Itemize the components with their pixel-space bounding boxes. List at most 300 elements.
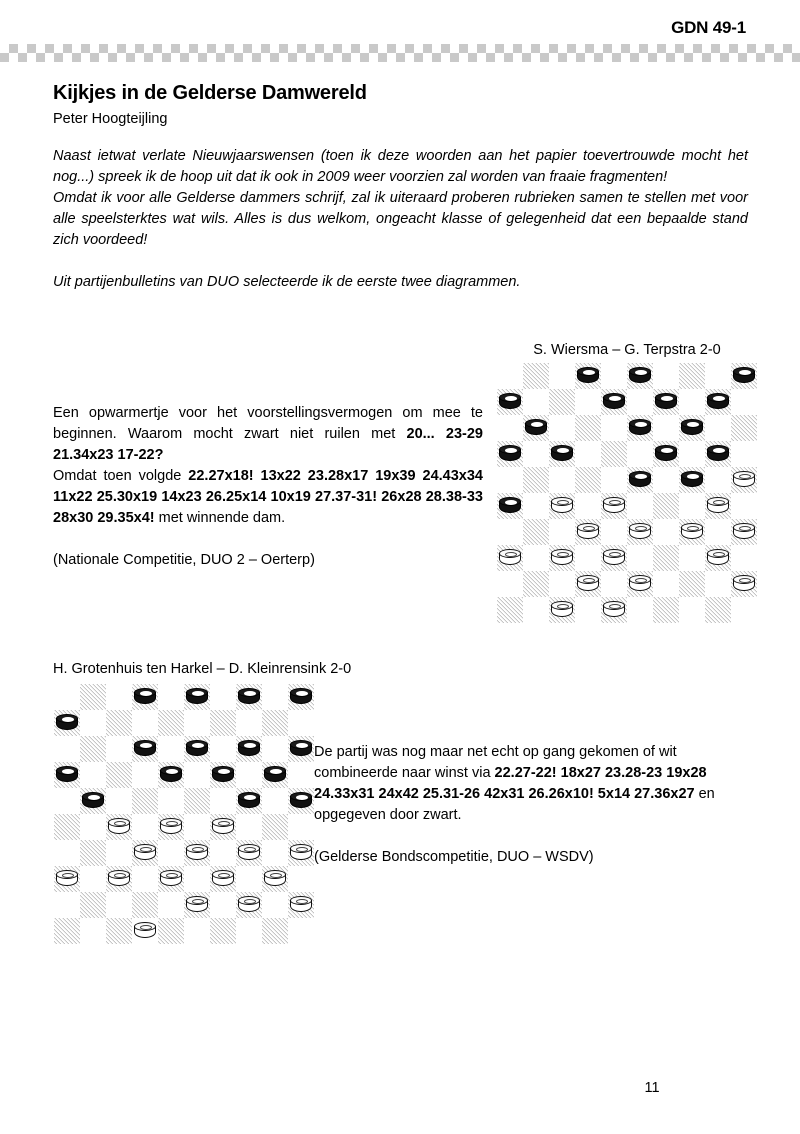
piece-highlight bbox=[687, 526, 699, 531]
piece-highlight bbox=[62, 873, 74, 878]
white-piece bbox=[212, 870, 234, 888]
page-header bbox=[0, 0, 800, 70]
piece-top bbox=[108, 870, 130, 879]
board-square-dark bbox=[184, 840, 210, 866]
analysis-2-plain-b: en opgegeven door zwart. bbox=[314, 786, 715, 823]
piece-top bbox=[290, 844, 312, 853]
piece-highlight bbox=[192, 899, 204, 904]
board-square-dark bbox=[497, 441, 523, 467]
piece-top bbox=[655, 393, 677, 402]
board-square-light bbox=[210, 840, 236, 866]
intro-text-block bbox=[53, 146, 748, 293]
diagram-2-analysis-line-1 bbox=[314, 742, 748, 826]
board-square-dark bbox=[705, 441, 731, 467]
piece-highlight bbox=[661, 396, 673, 401]
piece-highlight bbox=[296, 691, 308, 696]
board-square-dark bbox=[705, 597, 731, 623]
black-piece bbox=[290, 688, 312, 706]
board-square-dark bbox=[575, 467, 601, 493]
board-square-light bbox=[106, 788, 132, 814]
piece-top bbox=[707, 445, 729, 454]
board-square-dark bbox=[523, 519, 549, 545]
board-square-light bbox=[80, 866, 106, 892]
board-square-light bbox=[575, 493, 601, 519]
board-square-light bbox=[158, 840, 184, 866]
piece-highlight bbox=[296, 847, 308, 852]
board-square-light bbox=[184, 918, 210, 944]
piece-top bbox=[733, 367, 755, 376]
board-square-light bbox=[80, 710, 106, 736]
board-square-light bbox=[705, 415, 731, 441]
piece-top bbox=[603, 393, 625, 402]
piece-top bbox=[629, 419, 651, 428]
white-piece bbox=[733, 523, 755, 541]
board-square-light bbox=[679, 493, 705, 519]
board-square-dark bbox=[236, 788, 262, 814]
piece-highlight bbox=[557, 604, 569, 609]
board-square-dark bbox=[80, 840, 106, 866]
board-square-dark bbox=[679, 363, 705, 389]
piece-highlight bbox=[192, 691, 204, 696]
board-square-light bbox=[549, 363, 575, 389]
board-square-light bbox=[80, 918, 106, 944]
piece-top bbox=[733, 575, 755, 584]
piece-top bbox=[603, 549, 625, 558]
piece-top bbox=[264, 870, 286, 879]
board-square-dark bbox=[210, 762, 236, 788]
board-square-light bbox=[80, 762, 106, 788]
diagram-2-analysis bbox=[314, 742, 748, 868]
board-square-dark bbox=[523, 363, 549, 389]
board-square-light bbox=[54, 892, 80, 918]
board-square-light bbox=[653, 415, 679, 441]
black-piece bbox=[238, 740, 260, 758]
piece-highlight bbox=[557, 552, 569, 557]
board-square-dark bbox=[262, 918, 288, 944]
board-square-light bbox=[575, 597, 601, 623]
board-square-dark bbox=[497, 389, 523, 415]
board-square-dark bbox=[132, 840, 158, 866]
board-square-light bbox=[679, 441, 705, 467]
piece-highlight bbox=[166, 873, 178, 878]
piece-top bbox=[290, 896, 312, 905]
issue-label: GDN 49-1 bbox=[671, 18, 746, 37]
draughts-board-1-grid bbox=[497, 363, 757, 623]
board-square-dark bbox=[549, 493, 575, 519]
board-square-light bbox=[288, 866, 314, 892]
piece-highlight bbox=[687, 422, 699, 427]
board-square-light bbox=[54, 840, 80, 866]
board-square-light bbox=[288, 762, 314, 788]
board-square-dark bbox=[288, 892, 314, 918]
board-square-dark bbox=[601, 597, 627, 623]
piece-highlight bbox=[270, 769, 282, 774]
board-square-light bbox=[262, 736, 288, 762]
board-square-light bbox=[627, 597, 653, 623]
piece-highlight bbox=[687, 474, 699, 479]
piece-highlight bbox=[635, 526, 647, 531]
board-square-light bbox=[54, 736, 80, 762]
board-square-dark bbox=[184, 892, 210, 918]
piece-top bbox=[707, 393, 729, 402]
board-square-light bbox=[731, 597, 757, 623]
board-square-dark bbox=[731, 519, 757, 545]
board-square-light bbox=[575, 389, 601, 415]
piece-top bbox=[212, 818, 234, 827]
piece-highlight bbox=[609, 396, 621, 401]
board-square-light bbox=[549, 571, 575, 597]
black-piece bbox=[56, 714, 78, 732]
piece-top bbox=[108, 818, 130, 827]
board-square-light bbox=[106, 840, 132, 866]
white-piece bbox=[160, 818, 182, 836]
black-piece bbox=[212, 766, 234, 784]
board-square-light bbox=[236, 710, 262, 736]
board-square-dark bbox=[132, 736, 158, 762]
board-square-light bbox=[705, 467, 731, 493]
piece-top bbox=[681, 471, 703, 480]
piece-top bbox=[186, 844, 208, 853]
black-piece bbox=[603, 393, 625, 411]
analysis-1-moves-b: 22.27x18! 13x22 23.28x17 19x39 24.43x34 11x22 25.30x19 14x23 26.25x14 10x19 27.37-31! 26x28 28.38-33 28x30 29.35x4! bbox=[53, 468, 483, 526]
piece-highlight bbox=[505, 396, 517, 401]
piece-highlight bbox=[296, 899, 308, 904]
board-square-dark bbox=[158, 762, 184, 788]
board-square-dark bbox=[679, 571, 705, 597]
analysis-2-moves-a: 22.27-22! 18x27 23.28-23 19x28 24.33x31 24x42 25.31-26 42x31 26.26x10! 5x14 27.36x27 bbox=[314, 765, 707, 802]
piece-highlight bbox=[244, 899, 256, 904]
page-number-value: 11 bbox=[644, 1080, 660, 1096]
piece-highlight bbox=[505, 552, 517, 557]
piece-highlight bbox=[713, 396, 725, 401]
board-square-dark bbox=[210, 710, 236, 736]
black-piece bbox=[290, 792, 312, 810]
white-piece bbox=[238, 844, 260, 862]
board-square-light bbox=[627, 545, 653, 571]
board-square-light bbox=[288, 918, 314, 944]
board-square-light bbox=[549, 415, 575, 441]
black-piece bbox=[629, 367, 651, 385]
board-square-light bbox=[679, 597, 705, 623]
black-piece bbox=[238, 792, 260, 810]
board-square-light bbox=[523, 493, 549, 519]
board-square-dark bbox=[262, 710, 288, 736]
black-piece bbox=[82, 792, 104, 810]
board-square-dark bbox=[54, 918, 80, 944]
board-square-light bbox=[653, 519, 679, 545]
board-square-dark bbox=[549, 441, 575, 467]
black-piece bbox=[707, 393, 729, 411]
board-square-light bbox=[262, 684, 288, 710]
page-number-footer bbox=[0, 1080, 800, 1096]
board-square-light bbox=[262, 840, 288, 866]
board-square-dark bbox=[575, 363, 601, 389]
board-square-light bbox=[731, 545, 757, 571]
board-square-light bbox=[497, 571, 523, 597]
black-piece bbox=[525, 419, 547, 437]
board-square-light bbox=[262, 788, 288, 814]
piece-top bbox=[603, 497, 625, 506]
board-square-dark bbox=[679, 467, 705, 493]
piece-top bbox=[160, 766, 182, 775]
board-square-dark bbox=[497, 493, 523, 519]
piece-highlight bbox=[609, 500, 621, 505]
piece-top bbox=[134, 688, 156, 697]
piece-top bbox=[56, 766, 78, 775]
white-piece bbox=[290, 844, 312, 862]
board-square-light bbox=[731, 441, 757, 467]
piece-top bbox=[290, 740, 312, 749]
black-piece bbox=[186, 688, 208, 706]
white-piece bbox=[733, 575, 755, 593]
black-piece bbox=[551, 445, 573, 463]
board-square-dark bbox=[653, 389, 679, 415]
black-piece bbox=[264, 766, 286, 784]
piece-highlight bbox=[713, 500, 725, 505]
piece-highlight bbox=[635, 422, 647, 427]
board-square-dark bbox=[158, 918, 184, 944]
board-square-dark bbox=[601, 493, 627, 519]
board-square-dark bbox=[80, 892, 106, 918]
white-piece bbox=[264, 870, 286, 888]
board-square-dark bbox=[288, 684, 314, 710]
piece-top bbox=[134, 844, 156, 853]
board-square-dark bbox=[80, 736, 106, 762]
piece-highlight bbox=[609, 604, 621, 609]
board-square-dark bbox=[731, 415, 757, 441]
piece-top bbox=[629, 471, 651, 480]
piece-top bbox=[160, 870, 182, 879]
black-piece bbox=[655, 445, 677, 463]
board-square-light bbox=[705, 363, 731, 389]
board-square-dark bbox=[705, 389, 731, 415]
diagram-1-source: (Nationale Competitie, DUO 2 – Oerterp) bbox=[53, 552, 315, 568]
board-square-light bbox=[601, 363, 627, 389]
black-piece bbox=[733, 367, 755, 385]
black-piece bbox=[707, 445, 729, 463]
piece-highlight bbox=[62, 717, 74, 722]
black-piece bbox=[681, 471, 703, 489]
piece-top bbox=[134, 922, 156, 931]
piece-top bbox=[577, 575, 599, 584]
piece-highlight bbox=[140, 925, 152, 930]
piece-highlight bbox=[244, 691, 256, 696]
piece-highlight bbox=[583, 578, 595, 583]
board-square-dark bbox=[653, 493, 679, 519]
board-square-dark bbox=[288, 788, 314, 814]
piece-top bbox=[56, 870, 78, 879]
board-square-dark bbox=[705, 545, 731, 571]
board-square-light bbox=[184, 814, 210, 840]
board-square-dark bbox=[288, 736, 314, 762]
board-square-light bbox=[158, 788, 184, 814]
board-square-light bbox=[236, 918, 262, 944]
piece-highlight bbox=[583, 526, 595, 531]
board-square-light bbox=[132, 710, 158, 736]
diagram-1-analysis bbox=[53, 403, 483, 571]
piece-top bbox=[290, 688, 312, 697]
piece-highlight bbox=[270, 873, 282, 878]
white-piece bbox=[577, 523, 599, 541]
board-square-light bbox=[184, 710, 210, 736]
board-square-dark bbox=[601, 441, 627, 467]
piece-top bbox=[551, 445, 573, 454]
piece-top bbox=[186, 896, 208, 905]
piece-top bbox=[525, 419, 547, 428]
board-square-dark bbox=[601, 545, 627, 571]
piece-top bbox=[56, 714, 78, 723]
piece-top bbox=[733, 523, 755, 532]
white-piece bbox=[629, 575, 651, 593]
black-piece bbox=[290, 740, 312, 758]
piece-top bbox=[577, 523, 599, 532]
board-square-dark bbox=[601, 389, 627, 415]
board-square-dark bbox=[106, 762, 132, 788]
piece-top bbox=[655, 445, 677, 454]
piece-top bbox=[238, 740, 260, 749]
board-square-light bbox=[575, 441, 601, 467]
board-square-light bbox=[184, 762, 210, 788]
board-square-dark bbox=[627, 467, 653, 493]
board-square-light bbox=[627, 493, 653, 519]
diagram-2-source: (Gelderse Bondscompetitie, DUO – WSDV) bbox=[314, 849, 594, 865]
piece-highlight bbox=[218, 821, 230, 826]
piece-top bbox=[499, 549, 521, 558]
white-piece bbox=[733, 471, 755, 489]
piece-highlight bbox=[557, 448, 569, 453]
board-square-dark bbox=[210, 866, 236, 892]
board-square-light bbox=[158, 684, 184, 710]
piece-highlight bbox=[192, 743, 204, 748]
board-square-dark bbox=[132, 684, 158, 710]
board-square-light bbox=[132, 918, 158, 944]
board-square-light bbox=[497, 415, 523, 441]
piece-top bbox=[733, 471, 755, 480]
board-square-light bbox=[627, 441, 653, 467]
black-piece bbox=[655, 393, 677, 411]
board-square-light bbox=[210, 684, 236, 710]
board-square-dark bbox=[288, 840, 314, 866]
piece-top bbox=[577, 367, 599, 376]
diagram-1-analysis-line-2 bbox=[53, 466, 483, 529]
board-square-light bbox=[54, 788, 80, 814]
board-square-dark bbox=[575, 415, 601, 441]
piece-highlight bbox=[296, 795, 308, 800]
analysis-1-plain-b: Omdat toen volgde bbox=[53, 468, 189, 484]
piece-highlight bbox=[88, 795, 100, 800]
board-square-light bbox=[497, 363, 523, 389]
white-piece bbox=[290, 896, 312, 914]
piece-highlight bbox=[531, 422, 543, 427]
board-square-dark bbox=[262, 814, 288, 840]
board-square-dark bbox=[236, 684, 262, 710]
black-piece bbox=[238, 688, 260, 706]
board-square-light bbox=[653, 467, 679, 493]
board-square-light bbox=[236, 814, 262, 840]
board-square-dark bbox=[132, 788, 158, 814]
piece-highlight bbox=[218, 769, 230, 774]
white-piece bbox=[108, 870, 130, 888]
piece-top bbox=[603, 601, 625, 610]
analysis-1-moves-a: 20... 23-29 21.34x23 17-22? bbox=[53, 426, 483, 463]
board-square-dark bbox=[184, 684, 210, 710]
board-square-light bbox=[210, 892, 236, 918]
piece-highlight bbox=[218, 873, 230, 878]
piece-top bbox=[551, 601, 573, 610]
board-square-dark bbox=[653, 597, 679, 623]
board-square-light bbox=[158, 892, 184, 918]
board-square-dark bbox=[731, 363, 757, 389]
diagram-1-caption: S. Wiersma – G. Terpstra 2-0 bbox=[533, 342, 721, 358]
board-square-dark bbox=[731, 467, 757, 493]
piece-top bbox=[264, 766, 286, 775]
white-piece bbox=[603, 497, 625, 515]
piece-top bbox=[160, 818, 182, 827]
white-piece bbox=[499, 549, 521, 567]
board-square-light bbox=[653, 363, 679, 389]
board-square-dark bbox=[627, 363, 653, 389]
black-piece bbox=[681, 419, 703, 437]
board-square-light bbox=[497, 519, 523, 545]
white-piece bbox=[108, 818, 130, 836]
black-piece bbox=[186, 740, 208, 758]
analysis-1-plain-a: Een opwarmertje voor het voorstellingsvermogen om mee te beginnen. Waarom mocht zwart niet ruilen met bbox=[53, 405, 483, 442]
piece-top bbox=[551, 549, 573, 558]
white-piece bbox=[577, 575, 599, 593]
piece-highlight bbox=[635, 474, 647, 479]
black-piece bbox=[56, 766, 78, 784]
board-square-light bbox=[705, 571, 731, 597]
board-square-dark bbox=[262, 866, 288, 892]
board-square-dark bbox=[549, 389, 575, 415]
white-piece bbox=[186, 844, 208, 862]
board-square-light bbox=[549, 467, 575, 493]
board-square-light bbox=[80, 814, 106, 840]
white-piece bbox=[551, 497, 573, 515]
board-square-light bbox=[549, 519, 575, 545]
piece-highlight bbox=[713, 448, 725, 453]
black-piece bbox=[134, 740, 156, 758]
page-title: Kijkjes in de Gelderse Damwereld bbox=[53, 82, 367, 104]
board-square-light bbox=[106, 684, 132, 710]
diagram-1-analysis-line-1 bbox=[53, 403, 483, 466]
white-piece bbox=[603, 601, 625, 619]
board-square-light bbox=[731, 389, 757, 415]
piece-highlight bbox=[505, 500, 517, 505]
board-square-dark bbox=[80, 788, 106, 814]
board-square-dark bbox=[236, 736, 262, 762]
board-square-light bbox=[601, 415, 627, 441]
board-square-dark bbox=[627, 415, 653, 441]
draughts-board-2-grid bbox=[54, 684, 314, 944]
white-piece bbox=[160, 870, 182, 888]
white-piece bbox=[134, 844, 156, 862]
piece-top bbox=[238, 688, 260, 697]
board-square-light bbox=[158, 736, 184, 762]
black-piece bbox=[629, 471, 651, 489]
piece-top bbox=[186, 740, 208, 749]
board-square-dark bbox=[575, 571, 601, 597]
board-square-light bbox=[132, 814, 158, 840]
piece-highlight bbox=[140, 691, 152, 696]
draughts-board-1 bbox=[497, 363, 757, 623]
board-square-light bbox=[601, 519, 627, 545]
board-square-light bbox=[731, 493, 757, 519]
piece-highlight bbox=[244, 795, 256, 800]
piece-highlight bbox=[661, 448, 673, 453]
board-square-light bbox=[705, 519, 731, 545]
board-square-dark bbox=[523, 571, 549, 597]
